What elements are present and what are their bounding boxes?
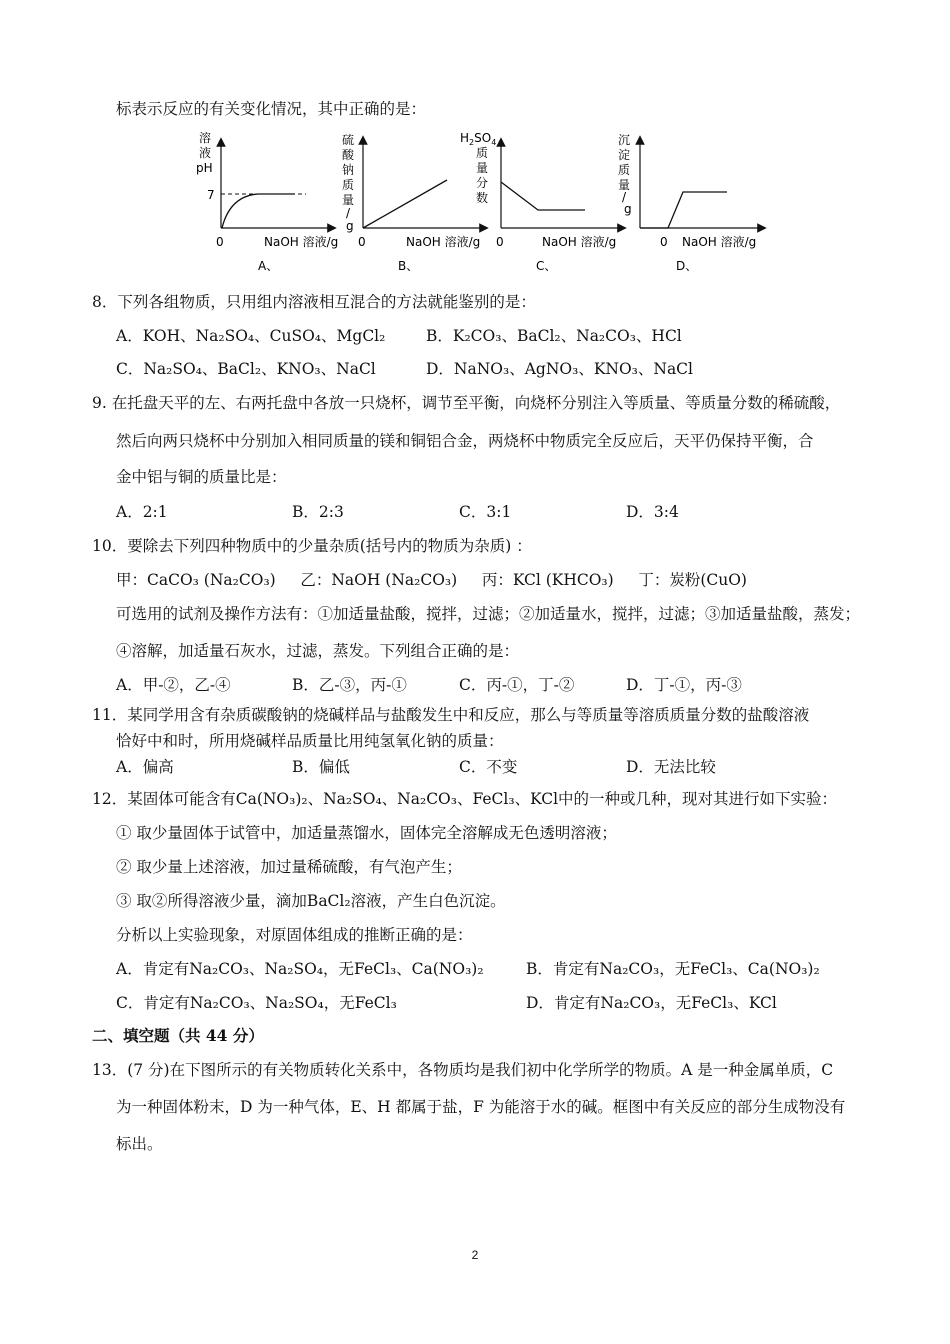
graph-a-ylabel-1: 溶 xyxy=(199,131,212,145)
q9-option-d: D．3:4 xyxy=(626,503,679,521)
graph-d-ylabel-6: g xyxy=(624,202,632,216)
graph-a-ylabel-3: pH xyxy=(196,161,213,175)
graph-c-xlabel: NaOH 溶液/g xyxy=(542,235,617,249)
q10-option-a: A．甲-②，乙-④ xyxy=(116,676,231,694)
q8-option-c: C．Na₂SO₄、BaCl₂、KNO₃、NaCl xyxy=(116,360,376,378)
q10-methods-2: ④溶解，加适量石灰水，过滤，蒸发。下列组合正确的是： xyxy=(116,642,520,660)
graph-d xyxy=(618,133,762,273)
q11-option-b: B．偏低 xyxy=(292,758,350,776)
graph-d-ylabel-1: 沉 xyxy=(618,133,631,147)
q10-stem: 10．要除去下列四种物质中的少量杂质(括号内的物质为杂质) ： xyxy=(92,537,532,555)
graph-c-ylabel-2: 量 xyxy=(476,161,489,175)
q10-option-c: C．丙-①，丁-② xyxy=(459,676,575,694)
q12-step-3: ③ 取②所得溶液少量，滴加BaCl₂溶液，产生白色沉淀。 xyxy=(116,892,506,910)
graph-b-ylabel-4: 质 xyxy=(342,178,355,192)
q11-option-d: D．无法比较 xyxy=(626,758,716,776)
graph-c-ylabel-3: 分 xyxy=(476,176,489,190)
graph-c-ylabel-4: 数 xyxy=(476,191,489,205)
q10-option-d: D．丁-①，丙-③ xyxy=(626,676,742,694)
graph-a-xlabel: NaOH 溶液/g xyxy=(264,235,339,249)
graph-a-tag: A、 xyxy=(258,259,279,273)
graph-b-ylabel-1: 硫 xyxy=(342,133,355,147)
q9-line-1: 9. 在托盘天平的左、右两托盘中各放一只烧杯，调节至平衡，向烧杯分别注入等质量、等质量分数的稀硫酸， xyxy=(92,394,841,412)
q10-option-b: B．乙-③，丙-① xyxy=(292,676,407,694)
graph-d-xlabel: NaOH 溶液/g xyxy=(682,235,757,249)
graph-b-xlabel: NaOH 溶液/g xyxy=(406,235,481,249)
graph-c-origin: 0 xyxy=(496,235,504,249)
graph-a-ytick: 7 xyxy=(207,188,215,202)
q8-option-a: A．KOH、Na₂SO₄、CuSO₄、MgCl₂ xyxy=(116,327,386,345)
graph-d-ylabel-2: 淀 xyxy=(618,148,631,162)
q12-step-1: ① 取少量固体于试管中，加适量蒸馏水，固体完全溶解成无色透明溶液； xyxy=(116,824,617,842)
graph-b-ylabel-2: 酸 xyxy=(342,148,355,162)
graph-c-ylabel-top: $H_2SO_4$ xyxy=(460,131,497,147)
graph-c xyxy=(460,131,622,273)
q9-option-c: C．3:1 xyxy=(459,503,512,521)
q9-line-2: 然后向两只烧杯中分别加入相同质量的镁和铜铝合金，两烧杯中物质完全反应后，天平仍保持平衡，合 xyxy=(116,432,814,450)
q12-option-b: B．肯定有Na₂CO₃，无FeCl₃、Ca(NO₃)₂ xyxy=(526,960,820,978)
q13-line-2: 为一种固体粉末，D 为一种气体，E、H 都属于盐，F 为能溶于水的碱。框图中有关反应的部分生成物没有 xyxy=(116,1098,846,1116)
graph-a xyxy=(196,130,338,273)
q12-stem: 12．某固体可能含有Ca(NO₃)₂、Na₂SO₄、Na₂CO₃、FeCl₃、KCl中的一种或几种，现对其进行如下实验： xyxy=(92,790,838,808)
q8-stem: 8．下列各组物质，只用组内溶液相互混合的方法就能鉴别的是： xyxy=(92,293,536,311)
graph-b-line xyxy=(363,180,447,228)
graph-a-ylabel-2: 液 xyxy=(199,146,212,160)
graph-d-ylabel-3: 质 xyxy=(618,163,631,177)
graph-d-tag: D、 xyxy=(676,259,698,273)
q12-analysis: 分析以上实验现象，对原固体组成的推断正确的是： xyxy=(116,926,473,944)
graph-d-ylabel-5: / xyxy=(622,190,627,204)
q9-option-a: A．2:1 xyxy=(116,503,168,521)
graph-c-ylabel-1: 质 xyxy=(476,146,489,160)
graph-b xyxy=(342,132,484,273)
q9-line-3: 金中铝与铜的质量比是： xyxy=(116,468,287,486)
q11-option-c: C．不变 xyxy=(459,758,518,776)
graph-c-line xyxy=(501,182,585,210)
graph-b-origin: 0 xyxy=(358,235,366,249)
q13-line-1: 13．(7 分)在下图所示的有关物质转化关系中，各物质均是我们初中化学所学的物质。A 是一种金属单质，C xyxy=(92,1061,834,1079)
q12-option-a: A．肯定有Na₂CO₃、Na₂SO₄，无FeCl₃、Ca(NO₃)₂ xyxy=(116,960,484,978)
q12-option-c: C．肯定有Na₂CO₃、Na₂SO₄，无FeCl₃ xyxy=(116,994,397,1012)
page-number: 2 xyxy=(471,1248,479,1262)
q9-option-b: B．2:3 xyxy=(292,503,344,521)
q13-line-3: 标出。 xyxy=(116,1135,163,1153)
q8-option-d: D．NaNO₃、AgNO₃、KNO₃、NaCl xyxy=(426,360,693,378)
graph-a-curve xyxy=(222,194,295,228)
section-heading: 二、填空题（共 44 分） xyxy=(92,1026,264,1045)
q11-line-2: 恰好中和时，所用烧碱样品质量比用纯氢氧化钠的质量： xyxy=(116,732,504,750)
graph-a-origin: 0 xyxy=(216,235,224,249)
graph-b-ylabel-5: 量 xyxy=(342,193,355,207)
q12-option-d: D．肯定有Na₂CO₃，无FeCl₃、KCl xyxy=(526,994,777,1012)
q12-step-2: ② 取少量上述溶液，加过量稀硫酸，有气泡产生； xyxy=(116,858,462,876)
graph-b-ylabel-7: g xyxy=(346,219,354,233)
q11-option-a: A．偏高 xyxy=(116,758,174,776)
intro-text: 标表示反应的有关变化情况，其中正确的是： xyxy=(116,100,427,118)
graph-c-tag: C、 xyxy=(536,259,557,273)
q10-methods-1: 可选用的试剂及操作方法有：①加适量盐酸，搅拌，过滤；②加适量水，搅拌，过滤；③加适量盐酸，蒸发； xyxy=(116,605,861,623)
graph-d-line xyxy=(640,192,727,228)
graph-d-origin: 0 xyxy=(660,235,668,249)
q8-option-b: B．K₂CO₃、BaCl₂、Na₂CO₃、HCl xyxy=(426,327,682,345)
graph-d-ylabel-4: 量 xyxy=(618,178,631,192)
q10-items: 甲：CaCO₃ (Na₂CO₃) 乙：NaOH (Na₂CO₃) 丙：KCl (KHCO₃) 丁：炭粉(CuO) xyxy=(116,571,747,589)
graph-b-tag: B、 xyxy=(398,259,419,273)
q11-line-1: 11．某同学用含有杂质碳酸钠的烧碱样品与盐酸发生中和反应，那么与等质量等溶质质量分数的盐酸溶液 xyxy=(92,706,810,724)
graph-b-ylabel-6: / xyxy=(346,206,351,220)
graph-b-ylabel-3: 钠 xyxy=(342,163,355,177)
